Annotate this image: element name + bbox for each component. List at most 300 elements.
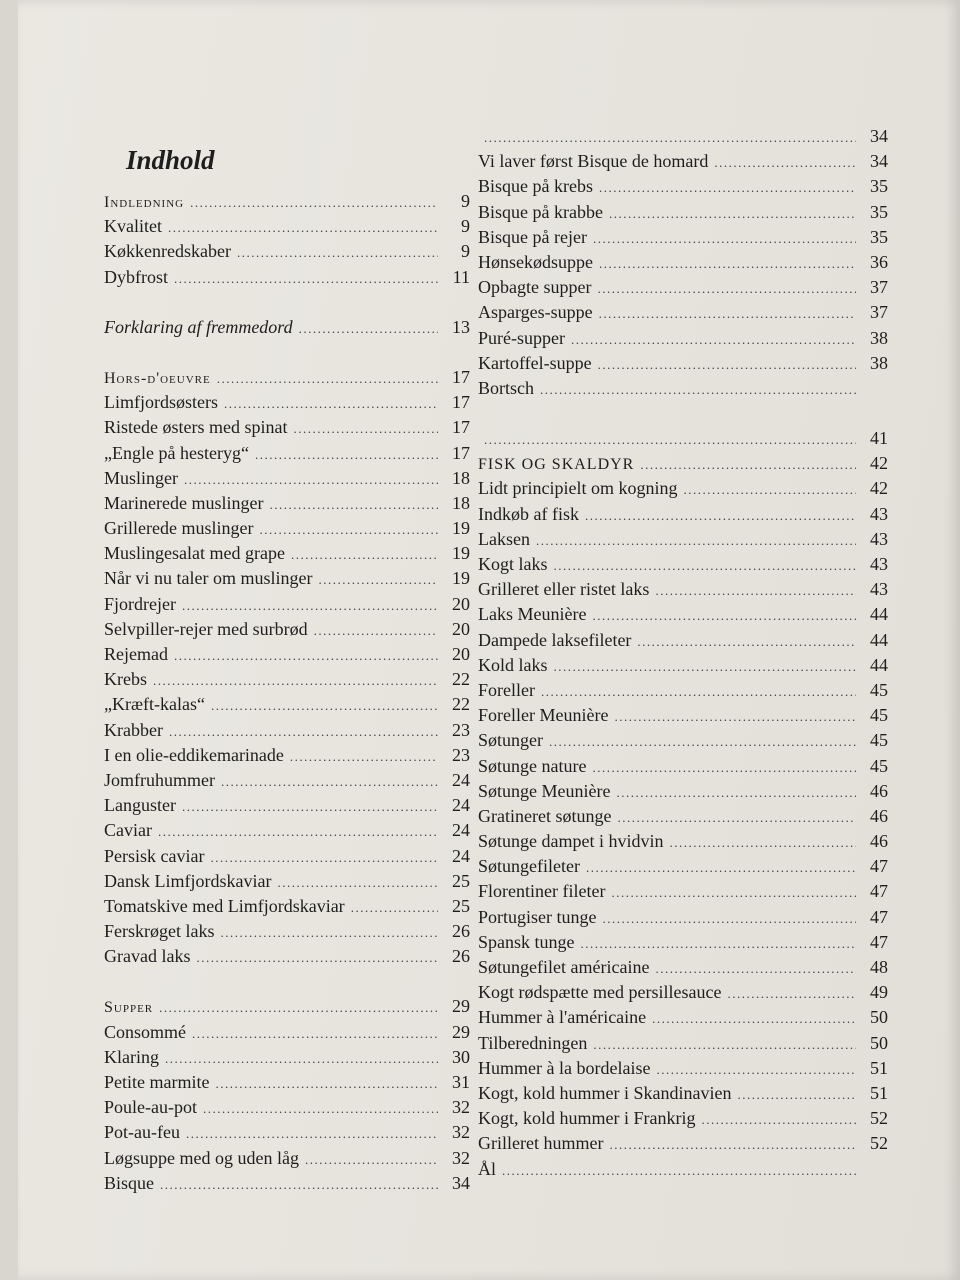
toc-page-number: 17 bbox=[452, 392, 470, 413]
toc-page-number: 46 bbox=[870, 780, 888, 801]
toc-entry-label: Hummer à l'américaine bbox=[478, 1007, 647, 1028]
toc-page-number: 45 bbox=[870, 679, 888, 700]
toc-section-heading bbox=[104, 367, 470, 392]
toc-page-number: 35 bbox=[870, 226, 888, 247]
toc-entry-label: Hønsekødsuppe bbox=[478, 251, 593, 272]
toc-page-number: 30 bbox=[452, 1046, 470, 1067]
toc-entry-label: Selvpiller-rejer med surbrød bbox=[104, 618, 308, 639]
toc-entry-label: Køkkenredskaber bbox=[104, 241, 231, 262]
toc-page-number: 20 bbox=[452, 644, 470, 664]
toc-page-number: 32 bbox=[452, 1097, 470, 1118]
toc-page-number: 43 bbox=[870, 554, 888, 574]
dot-leader bbox=[554, 659, 857, 675]
toc-entry bbox=[478, 630, 888, 655]
toc-page-number: 49 bbox=[870, 982, 888, 1003]
toc-entry bbox=[478, 277, 888, 302]
toc-entry bbox=[104, 1173, 470, 1198]
toc-entry-label: „Engle på hesteryg“ bbox=[104, 442, 249, 463]
toc-right-list bbox=[478, 126, 888, 1184]
toc-entry-label: Dansk Limfjordskaviar bbox=[104, 870, 272, 891]
dot-leader bbox=[259, 522, 438, 538]
toc-entry-label: Når vi nu taler om muslinger bbox=[104, 568, 313, 589]
toc-entry bbox=[478, 428, 888, 453]
toc-entry bbox=[478, 328, 888, 353]
toc-entry bbox=[104, 317, 470, 342]
dot-leader bbox=[211, 698, 438, 714]
dot-leader bbox=[314, 623, 438, 639]
toc-entry bbox=[478, 529, 888, 554]
toc-entry bbox=[478, 705, 888, 730]
toc-page-number: 17 bbox=[452, 366, 470, 387]
dot-leader bbox=[598, 357, 856, 373]
toc-left-column bbox=[104, 145, 470, 1198]
toc-entry-label: Ristede østers med spinat bbox=[104, 417, 288, 438]
toc-left-list bbox=[104, 191, 470, 1198]
toc-entry-label: Muslingesalat med grape bbox=[104, 543, 285, 564]
toc-page-number: 19 bbox=[452, 568, 470, 589]
dot-leader bbox=[727, 986, 856, 1002]
dot-leader bbox=[599, 306, 856, 322]
toc-entry-label: Rejemad bbox=[104, 644, 168, 664]
toc-entry bbox=[104, 795, 470, 820]
toc-entry-label: Hors-d'oeuvre bbox=[104, 369, 211, 387]
toc-entry-label: Klaring bbox=[104, 1046, 159, 1067]
toc-page-number: 13 bbox=[452, 316, 470, 337]
dot-leader bbox=[165, 1051, 438, 1067]
toc-entry bbox=[104, 594, 470, 619]
toc-entry bbox=[478, 1007, 888, 1032]
dot-leader bbox=[617, 810, 856, 826]
dot-leader bbox=[737, 1087, 856, 1103]
dot-leader bbox=[221, 774, 438, 790]
section-gap bbox=[104, 342, 470, 367]
toc-entry-label: Ål bbox=[478, 1158, 496, 1179]
toc-entry-label: Persisk caviar bbox=[104, 845, 205, 866]
toc-entry-label: Bisque på rejer bbox=[478, 226, 587, 247]
dot-leader bbox=[192, 1026, 438, 1042]
toc-entry bbox=[478, 655, 888, 680]
toc-entry-label: Opbagte supper bbox=[478, 277, 592, 298]
toc-entry-label: Kvalitet bbox=[104, 216, 162, 237]
toc-entry-label: Søtungefilet américaine bbox=[478, 957, 650, 977]
toc-page-number: 47 bbox=[870, 881, 888, 902]
toc-entry bbox=[478, 1133, 888, 1158]
toc-entry bbox=[478, 302, 888, 327]
toc-entry bbox=[478, 1058, 888, 1083]
dot-leader bbox=[655, 961, 856, 977]
toc-page-number: 38 bbox=[870, 352, 888, 373]
toc-entry bbox=[478, 579, 888, 604]
toc-page-number: 18 bbox=[452, 492, 470, 513]
toc-entry bbox=[478, 856, 888, 881]
dot-leader bbox=[290, 749, 438, 765]
toc-entry bbox=[104, 694, 470, 719]
section-gap bbox=[104, 971, 470, 996]
toc-entry bbox=[104, 770, 470, 795]
toc-entry-label: Asparges-suppe bbox=[478, 302, 593, 323]
dot-leader bbox=[609, 1137, 856, 1153]
toc-entry-label: Dybfrost bbox=[104, 266, 168, 287]
toc-entry-label: Søtunge nature bbox=[478, 755, 587, 776]
toc-entry bbox=[478, 907, 888, 932]
toc-entry bbox=[104, 216, 470, 241]
toc-entry-label: Søtunge dampet i hvidvin bbox=[478, 831, 664, 852]
dot-leader bbox=[484, 130, 856, 146]
toc-entry bbox=[104, 720, 470, 745]
dot-leader bbox=[153, 673, 438, 689]
toc-entry-label: Petite marmite bbox=[104, 1072, 210, 1092]
toc-entry bbox=[104, 896, 470, 921]
toc-page-number: 18 bbox=[452, 467, 470, 488]
toc-page-number: 42 bbox=[870, 453, 888, 474]
toc-page-number: 26 bbox=[452, 921, 470, 942]
dot-leader bbox=[190, 195, 438, 211]
toc-entry bbox=[104, 619, 470, 644]
dot-leader bbox=[269, 497, 438, 513]
toc-entry bbox=[478, 202, 888, 227]
toc-entry bbox=[104, 443, 470, 468]
dot-leader bbox=[554, 558, 857, 574]
toc-entry bbox=[104, 267, 470, 292]
toc-entry-label: Bisque bbox=[104, 1172, 155, 1193]
dot-leader bbox=[585, 508, 856, 524]
toc-entry-label: Consommé bbox=[104, 1021, 187, 1042]
toc-entry bbox=[478, 478, 888, 503]
toc-entry-label: Vi laver først Bisque de homard bbox=[478, 151, 709, 172]
dot-leader bbox=[215, 1076, 438, 1092]
toc-page-number: 37 bbox=[870, 277, 888, 298]
toc-entry-label: I en olie-eddikemarinade bbox=[104, 744, 284, 765]
toc-entry-label: Poule-au-pot bbox=[104, 1097, 197, 1118]
dot-leader bbox=[655, 583, 856, 599]
toc-entry-label: Caviar bbox=[104, 820, 152, 841]
dot-leader bbox=[592, 760, 856, 776]
toc-entry-label: Pot-au-feu bbox=[104, 1122, 180, 1143]
dot-leader bbox=[611, 885, 856, 901]
toc-page-number: 9 bbox=[461, 191, 470, 211]
dot-leader bbox=[169, 724, 438, 740]
toc-entry-label: Krabber bbox=[104, 719, 163, 740]
toc-entry bbox=[104, 846, 470, 871]
dot-leader bbox=[571, 332, 856, 348]
dot-leader bbox=[541, 684, 856, 700]
toc-entry-label: Portugiser tunge bbox=[478, 906, 597, 927]
toc-entry bbox=[478, 1083, 888, 1108]
toc-entry-label: FISK OG SKALDYR bbox=[478, 456, 635, 474]
toc-entry-label: Indledning bbox=[104, 194, 185, 211]
toc-entry bbox=[478, 932, 888, 957]
dot-leader bbox=[196, 950, 438, 966]
toc-entry-label: Bisque på krabbe bbox=[478, 201, 603, 222]
toc-page-number: 44 bbox=[870, 604, 888, 625]
dot-leader bbox=[549, 734, 856, 750]
toc-page-number: 51 bbox=[870, 1057, 888, 1078]
dot-leader bbox=[293, 421, 438, 437]
dot-leader bbox=[597, 281, 856, 297]
toc-right-column bbox=[478, 126, 888, 1184]
dot-leader bbox=[168, 220, 438, 236]
dot-leader bbox=[592, 608, 856, 624]
toc-entry-label: Laksen bbox=[478, 528, 530, 549]
toc-page-number: 47 bbox=[870, 856, 888, 877]
dot-leader bbox=[182, 598, 438, 614]
toc-entry-label: Tilberedningen bbox=[478, 1032, 588, 1053]
dot-leader bbox=[616, 785, 856, 801]
toc-page-number: 20 bbox=[452, 618, 470, 639]
toc-entry bbox=[478, 151, 888, 176]
dot-leader bbox=[174, 271, 438, 287]
toc-entry-label: „Kræft-kalas“ bbox=[104, 694, 205, 715]
toc-entry-label: Fjordrejer bbox=[104, 593, 176, 614]
toc-entry bbox=[104, 745, 470, 770]
toc-entry bbox=[104, 468, 470, 493]
toc-entry-label: Florentiner fileter bbox=[478, 881, 606, 902]
toc-entry-label: Dampede laksefileter bbox=[478, 629, 632, 650]
toc-entry bbox=[478, 781, 888, 806]
toc-page-number: 24 bbox=[452, 769, 470, 790]
toc-entry-label: Ferskrøget laks bbox=[104, 921, 215, 942]
toc-page-number: 25 bbox=[452, 870, 470, 891]
toc-page-number: 20 bbox=[452, 593, 470, 614]
toc-page-number: 17 bbox=[452, 442, 470, 463]
toc-entry bbox=[104, 543, 470, 568]
dot-leader bbox=[536, 533, 856, 549]
toc-page-number: 11 bbox=[452, 266, 470, 287]
toc-page-number: 46 bbox=[870, 831, 888, 852]
dot-leader bbox=[614, 709, 856, 725]
dot-leader bbox=[237, 245, 438, 261]
toc-entry-label: Languster bbox=[104, 795, 176, 816]
toc-page-number: 17 bbox=[452, 417, 470, 438]
toc-entry-label: Gratineret søtunge bbox=[478, 805, 612, 826]
dot-leader bbox=[593, 231, 856, 247]
toc-entry bbox=[104, 392, 470, 417]
toc-entry bbox=[478, 1159, 888, 1184]
dot-leader bbox=[637, 634, 856, 650]
toc-page-number: 36 bbox=[870, 251, 888, 272]
toc-entry bbox=[104, 518, 470, 543]
toc-entry-label: Kold laks bbox=[478, 654, 548, 675]
dot-leader bbox=[255, 447, 438, 463]
toc-entry bbox=[478, 353, 888, 378]
toc-entry bbox=[478, 1033, 888, 1058]
toc-page-number: 19 bbox=[452, 518, 470, 539]
toc-page-number: 29 bbox=[452, 1021, 470, 1042]
dot-leader bbox=[160, 1177, 438, 1193]
toc-entry bbox=[104, 1047, 470, 1072]
toc-entry-label: Limfjordsøsters bbox=[104, 392, 218, 413]
toc-entry-label: Kogt, kold hummer i Skandinavien bbox=[478, 1082, 732, 1103]
toc-page-number: 19 bbox=[452, 543, 470, 564]
dot-leader bbox=[158, 824, 438, 840]
toc-page-number: 31 bbox=[452, 1072, 470, 1092]
toc-entry-label: Jomfruhummer bbox=[104, 769, 215, 790]
toc-page-number: 52 bbox=[870, 1133, 888, 1154]
toc-entry bbox=[104, 644, 470, 669]
toc-page-number: 50 bbox=[870, 1007, 888, 1028]
dot-leader bbox=[159, 1000, 438, 1016]
toc-page-number: 48 bbox=[870, 957, 888, 977]
toc-entry-label: Gravad laks bbox=[104, 946, 191, 967]
toc-entry-label: Foreller bbox=[478, 679, 535, 700]
dot-leader bbox=[224, 396, 438, 412]
toc-page-number: 43 bbox=[870, 528, 888, 549]
toc-entry-label: Forklaring af fremmedord bbox=[104, 316, 293, 337]
toc-page-number: 47 bbox=[870, 906, 888, 927]
toc-entry bbox=[478, 881, 888, 906]
toc-page-number: 22 bbox=[452, 694, 470, 715]
section-gap bbox=[104, 292, 470, 317]
toc-page-number: 50 bbox=[870, 1032, 888, 1053]
dot-leader bbox=[599, 180, 856, 196]
dot-leader bbox=[502, 1163, 856, 1179]
toc-entry-label: Foreller Meunière bbox=[478, 705, 609, 726]
toc-entry-label: Supper bbox=[104, 999, 154, 1017]
toc-page-number: 45 bbox=[870, 705, 888, 726]
toc-page-number: 25 bbox=[452, 895, 470, 916]
toc-page-number: 24 bbox=[452, 795, 470, 816]
toc-section-heading bbox=[104, 996, 470, 1021]
toc-entry bbox=[104, 1148, 470, 1173]
toc-page-number: 32 bbox=[452, 1122, 470, 1143]
toc-page-number: 22 bbox=[452, 669, 470, 690]
toc-entry bbox=[104, 946, 470, 971]
toc-entry bbox=[478, 831, 888, 856]
toc-entry bbox=[104, 669, 470, 694]
dot-leader bbox=[484, 432, 856, 448]
toc-entry bbox=[104, 417, 470, 442]
dot-leader bbox=[599, 256, 856, 272]
toc-page-number: 26 bbox=[452, 946, 470, 967]
dot-leader bbox=[656, 1062, 856, 1078]
toc-page-number: 35 bbox=[870, 201, 888, 222]
toc-page-number: 29 bbox=[452, 996, 470, 1017]
toc-entry-label: Kogt laks bbox=[478, 554, 548, 574]
toc-entry-label: Hummer à la bordelaise bbox=[478, 1057, 651, 1078]
toc-entry bbox=[478, 982, 888, 1007]
dot-leader bbox=[669, 835, 856, 851]
toc-entry-label: Kogt, kold hummer i Frankrig bbox=[478, 1108, 696, 1129]
dot-leader bbox=[184, 472, 438, 488]
toc-entry-label: Grillerede muslinger bbox=[104, 518, 254, 539]
dot-leader bbox=[299, 321, 438, 337]
toc-entry bbox=[478, 957, 888, 982]
toc-entry bbox=[478, 1108, 888, 1133]
toc-page-number: 34 bbox=[870, 126, 888, 146]
toc-page-number: 47 bbox=[870, 931, 888, 952]
dot-leader bbox=[701, 1112, 856, 1128]
toc-page-number: 43 bbox=[870, 579, 888, 600]
dot-leader bbox=[186, 1126, 438, 1142]
toc-entry bbox=[478, 227, 888, 252]
toc-entry bbox=[478, 504, 888, 529]
toc-page-number: 34 bbox=[452, 1172, 470, 1193]
toc-entry bbox=[104, 1072, 470, 1097]
toc-entry bbox=[478, 252, 888, 277]
toc-entry bbox=[104, 921, 470, 946]
toc-entry-label: Søtungefileter bbox=[478, 856, 580, 877]
toc-entry bbox=[104, 820, 470, 845]
dot-leader bbox=[351, 900, 438, 916]
dot-leader bbox=[318, 572, 438, 588]
toc-page-number: 34 bbox=[870, 151, 888, 172]
dot-leader bbox=[182, 799, 438, 815]
toc-page-number: 38 bbox=[870, 327, 888, 348]
toc-entry bbox=[478, 680, 888, 705]
toc-section-heading bbox=[478, 453, 888, 478]
dot-leader bbox=[174, 648, 438, 664]
dot-leader bbox=[220, 925, 438, 941]
dot-leader bbox=[593, 1037, 856, 1053]
toc-entry bbox=[478, 378, 888, 403]
book-page bbox=[18, 0, 960, 1280]
toc-page-number: 32 bbox=[452, 1147, 470, 1168]
toc-page-number: 23 bbox=[452, 744, 470, 765]
toc-page-number: 44 bbox=[870, 654, 888, 675]
toc-entry-label: Løgsuppe med og uden låg bbox=[104, 1147, 299, 1168]
toc-page-number: 52 bbox=[870, 1108, 888, 1129]
toc-entry bbox=[104, 493, 470, 518]
dot-leader bbox=[603, 911, 857, 927]
toc-entry-label: Bisque på krebs bbox=[478, 176, 593, 197]
page-title: Indhold bbox=[126, 145, 215, 175]
toc-entry-label: Muslinger bbox=[104, 467, 178, 488]
toc-entry bbox=[104, 1097, 470, 1122]
toc-entry bbox=[104, 871, 470, 896]
toc-entry bbox=[478, 176, 888, 201]
toc-page-number: 9 bbox=[461, 216, 470, 237]
toc-page-number: 37 bbox=[870, 302, 888, 323]
toc-entry bbox=[478, 730, 888, 755]
toc-entry bbox=[478, 604, 888, 629]
toc-entry-label: Lidt principielt om kogning bbox=[478, 478, 678, 499]
toc-entry-label: Krebs bbox=[104, 669, 147, 690]
toc-entry bbox=[478, 126, 888, 151]
dot-leader bbox=[714, 155, 856, 171]
toc-page-number: 23 bbox=[452, 719, 470, 740]
toc-page-number: 35 bbox=[870, 176, 888, 197]
toc-page-number: 43 bbox=[870, 503, 888, 524]
toc-page-number: 24 bbox=[452, 845, 470, 866]
dot-leader bbox=[652, 1011, 856, 1027]
toc-page-number: 42 bbox=[870, 478, 888, 499]
toc-page-number: 41 bbox=[870, 428, 888, 449]
toc-page-number: 9 bbox=[461, 241, 470, 262]
toc-entry bbox=[104, 568, 470, 593]
toc-entry bbox=[478, 554, 888, 579]
toc-entry-label: Kogt rødspætte med persillesauce bbox=[478, 982, 722, 1003]
dot-leader bbox=[609, 206, 856, 222]
toc-entry bbox=[104, 241, 470, 266]
toc-entry-label: Grilleret eller ristet laks bbox=[478, 579, 650, 600]
dot-leader bbox=[203, 1101, 438, 1117]
toc-page-number: 44 bbox=[870, 629, 888, 650]
dot-leader bbox=[683, 482, 856, 498]
toc-entry-label: Grilleret hummer bbox=[478, 1133, 604, 1154]
toc-entry-label: Tomatskive med Limfjordskaviar bbox=[104, 895, 345, 916]
toc-entry-label: Bortsch bbox=[478, 377, 534, 398]
toc-entry-label: Søtunger bbox=[478, 730, 543, 751]
toc-entry-label: Spansk tunge bbox=[478, 931, 575, 952]
dot-leader bbox=[305, 1152, 438, 1168]
dot-leader bbox=[540, 382, 856, 398]
dot-leader bbox=[210, 850, 438, 866]
toc-section-heading bbox=[104, 191, 470, 216]
toc-entry bbox=[104, 1022, 470, 1047]
toc-entry-label: Puré-supper bbox=[478, 327, 565, 348]
dot-leader bbox=[581, 936, 857, 952]
toc-entry bbox=[478, 806, 888, 831]
